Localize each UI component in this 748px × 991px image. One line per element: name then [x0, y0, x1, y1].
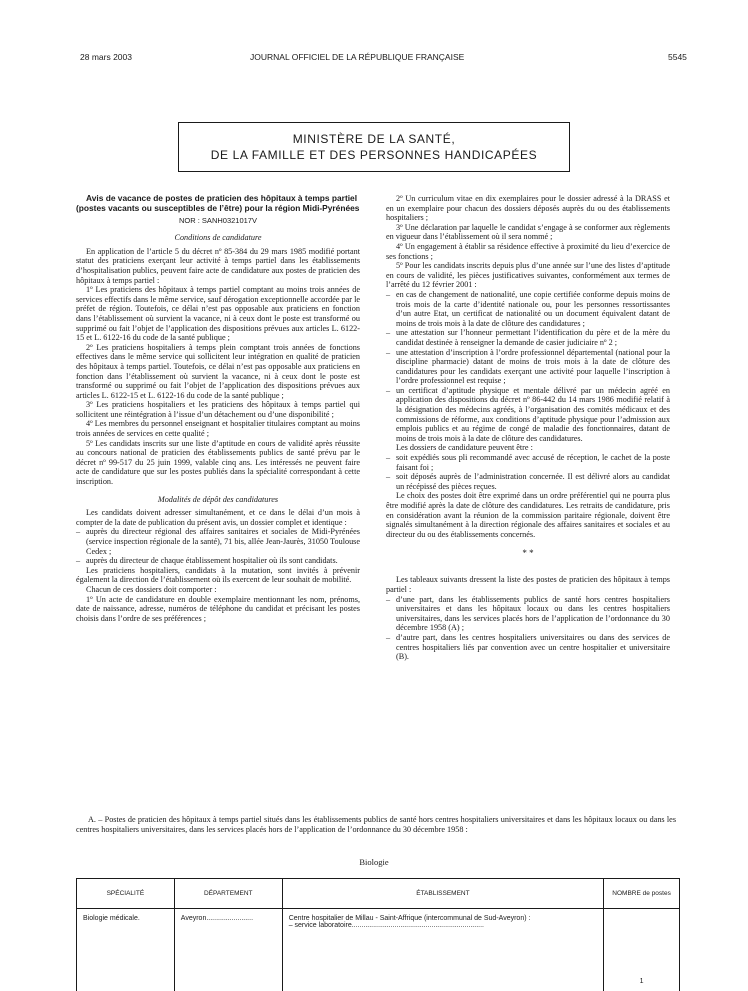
paragraph: Chacun de ces dossiers doit comporter : [76, 585, 360, 595]
paragraph: 1º Un acte de candidature en double exemplaire mentionnant les nom, prénoms, date de naissance, adresse, numéros de téléphone du candidat et précisant les postes choisis dans l’ordre de ses préférences ; [76, 595, 360, 624]
ministry-box [178, 122, 570, 172]
dash-item-text: une attestation sur l’honneur permettant l’identification du père et de la mère du candidat destinée à renseigner la demande de casier judiciaire nº 2 ; [396, 328, 670, 347]
paragraph: Les dossiers de candidature peuvent être : [386, 443, 670, 453]
dash-item: – soit expédiés sous pli recommandé avec accusé de réception, le cachet de la poste faisant foi ; [386, 453, 670, 472]
paragraph: 3º Les praticiens hospitaliers et les praticiens des hôpitaux à temps partiel qui sollicitent une réintégration à l’issue d’un détachement ou d’une disponibilité ; [76, 400, 360, 419]
paragraph: Les candidats doivent adresser simultanément, et ce dans le délai d’un mois à compter de la date de publication du présent avis, un dossier complet et identique : [76, 508, 360, 527]
dash-item: – d’une part, dans les établissements publics de santé hors centres hospitaliers universitaires et dans les hôpitaux locaux ou dans les centres hospitaliers universitaires, dans les services placés hors de l’application de l’ordonnance du 30 décembre 1958 (A) ; [386, 595, 670, 633]
dash-item-text: auprès du directeur régional des affaires sanitaires et sociales de Midi-Pyrénées (service inspection régionale de la santé), 71 bis, allée Jean-Jaurès, 31050 Toulouse Cedex ; [86, 527, 360, 556]
dash-item: – en cas de changement de nationalité, une copie certifiée conforme depuis moins de trois mois de la carte d’identité nationale ou, pour les personnes ressortissantes d’un autre Etat, un certificat de nationalité ou un document équivalent datant de moins de trois mois à la date de clôture des candidatures ; [386, 290, 670, 328]
dash-item: – d’autre part, dans les centres hospitaliers universitaires ou dans des services de centres hospitaliers liés par convention avec un centre hospitalier et universitaire (B). [386, 633, 670, 662]
header-page-number: 5545 [668, 52, 687, 62]
paragraph: 1º Les praticiens des hôpitaux à temps partiel comptant au moins trois années de services effectifs dans le même service, sauf dérogation exceptionnelle accordée par le préfet de région. Toutefois, ce délai n’est pas opposable aux praticiens en fonction dans l’établissement où survient la vacance, ni à ceux dont le poste est transformé ou supprimé ou fait l’objet de l’application des dispositions prévues aux articles L. 6122-15 et L. 6122-16 du code de la santé publique ; [76, 285, 360, 343]
dash-item: – soit déposés auprès de l’administration concernée. Il est délivré alors au candidat un récépissé des pièces reçues. [386, 472, 670, 491]
posts-table [76, 878, 680, 991]
header-departement: DÉPARTEMENT [174, 879, 282, 909]
header-etablissement: ÉTABLISSEMENT [282, 879, 603, 909]
etablissement-line-1: Centre hospitalier de Millau - Saint-Affrique (intercommunal de Sud-Aveyron) : [289, 915, 597, 922]
table-row [77, 909, 680, 991]
paragraph: 5º Pour les candidats inscrits depuis plus d’une année sur l’une des listes d’aptitude en cours de validité, les pièces justificatives suivantes, conformément aux termes de l’arrêté du 12 février 2001 : [386, 261, 670, 290]
notice-title: Avis de vacance de postes de praticien des hôpitaux à temps partiel (postes vacants ou susceptibles de l’être) pour la région Midi-Pyrénées [76, 194, 360, 214]
etablissement-line-2 [289, 922, 597, 929]
paragraph: 2º Les praticiens hospitaliers à temps plein comptant trois années de fonctions effectives dans le même service qui sollicitent leur intégration en qualité de praticien des hôpitaux à temps partiel. Toutefois, ce délai n’est pas opposable aux praticiens en fonction dans l’établissement où survient la vacance, ni à ceux dont le poste est transformé ou supprimé ou fait l’objet de l’application des dispositions prévues aux articles L. 6122-15 et L. 6122-16 du code de la santé publique ; [76, 343, 360, 401]
dash-item-text: soit déposés auprès de l’administration concernée. Il est délivré alors au candidat un récépissé des pièces reçues. [396, 472, 670, 491]
paragraph: 3º Une déclaration par laquelle le candidat s’engage à se conformer aux règlements en vigueur dans l’établissement où il sera nommé ; [386, 223, 670, 242]
cell-etablissement [282, 909, 603, 991]
section-a-paragraph: A. – Postes de praticien des hôpitaux à temps partiel situés dans les établissements publics de santé hors centres hospitaliers universitaires et dans les hôpitaux locaux ou dans les centres hospitaliers universitaires, dans les services placés hors de l’application de l’ordonnance du 30 décembre 1958 : [76, 815, 676, 834]
leader-dots: ........................ [206, 915, 253, 922]
cell-departement [174, 909, 282, 991]
section-heading-conditions: Conditions de candidature [76, 233, 360, 243]
dash-item: – auprès du directeur régional des affaires sanitaires et sociales de Midi-Pyrénées (service inspection régionale de la santé), 71 bis, allée Jean-Jaurès, 31050 Toulouse Cedex ; [76, 527, 360, 556]
nor-reference: NOR : SANH0321017V [76, 216, 360, 226]
paragraph: En application de l’article 5 du décret nº 85-384 du 29 mars 1985 modifié portant statut des praticiens exerçant leur activité à temps partiel dans les établissements d’hospitalisation publics, peuvent faire acte de candidature aux postes de praticien des hôpitaux à temps partiel : [76, 247, 360, 285]
paragraph: 4º Un engagement à établir sa résidence effective à proximité du lieu d’exercice de ses fonctions ; [386, 242, 670, 261]
ministry-line-1: MINISTÈRE DE LA SANTÉ, [179, 131, 569, 147]
cell-nombre: 1 [604, 909, 680, 991]
dash-item-text: soit expédiés sous pli recommandé avec accusé de réception, le cachet de la poste faisant foi ; [396, 453, 670, 472]
dash-item-text: d’une part, dans les établissements publics de santé hors centres hospitaliers universitaires et dans les hôpitaux locaux ou dans les centres hospitaliers universitaires, dans les services placés hors de l’application de l’ordonnance du 30 décembre 1958 (A) ; [396, 595, 670, 633]
paragraph: Les praticiens hospitaliers, candidats à la mutation, sont invités à prévenir également la direction de l’établissement où ils exercent de leur souhait de mobilité. [76, 566, 360, 585]
header-nombre: NOMBRE de postes [604, 879, 680, 909]
cell-departement-text: Aveyron [181, 915, 207, 922]
table-header-row [77, 879, 680, 909]
table-caption: Biologie [0, 857, 748, 867]
dash-item: – une attestation sur l’honneur permettant l’identification du père et de la mère du candidat destinée à renseigner la demande de casier judiciaire nº 2 ; [386, 328, 670, 347]
paragraph: 2º Un curriculum vitae en dix exemplaires pour le dossier adressé à la DRASS et en un exemplaire pour chacun des dossiers déposés auprès du ou des établissements hospitaliers ; [386, 194, 670, 223]
paragraph: Les tableaux suivants dressent la liste des postes de praticien des hôpitaux à temps partiel : [386, 575, 670, 594]
paragraph: 5º Les candidats inscrits sur une liste d’aptitude en cours de validité après réussite au concours national de praticien des établissements publics de santé prévu par le décret nº 99-517 du 25 juin 1999, valable cinq ans. Les intéressés ne peuvent faire acte de candidature que sur les postes publiés dans la spécialité correspondant à cette inscription. [76, 439, 360, 487]
leader-dots: .................................................................... [352, 922, 484, 929]
dash-item-text: en cas de changement de nationalité, une copie certifiée conforme depuis moins de trois mois de la carte d’identité nationale ou, pour les personnes ressortissantes d’un autre Etat, un certificat de nationalité ou un document équivalent datant de moins de trois mois à la date de clôture des candidatures ; [396, 290, 670, 328]
ministry-line-2: DE LA FAMILLE ET DES PERSONNES HANDICAPÉES [179, 147, 569, 163]
paragraph: Le choix des postes doit être exprimé dans un ordre préférentiel qui ne pourra plus être modifié après la date de clôture des candidatures. Les retraits de candidature, pris en considération avant la réunion de la commission paritaire régionale, doivent être signalés simultanément à la direction régionale des affaires sanitaires et sociales et au directeur du ou des établissements concernés. [386, 491, 670, 539]
dash-item-text: une attestation d’inscription à l’ordre professionnel départemental (national pour la discipline pharmacie) datant de moins de trois mois à la date de clôture des candidatures pour les candidats exerçant une activité pour laquelle l’inscription à l’ordre professionnel est requise ; [396, 348, 670, 386]
cell-specialite: Biologie médicale. [77, 909, 175, 991]
etablissement-service: – service laboratoire [289, 922, 352, 929]
header-date: 28 mars 2003 [80, 52, 132, 62]
dash-item: – auprès du directeur de chaque établissement hospitalier où ils sont candidats. [76, 556, 360, 566]
section-separator-stars: * * [386, 549, 670, 557]
left-column [76, 194, 360, 623]
right-column [386, 194, 670, 662]
dash-item: – une attestation d’inscription à l’ordre professionnel départemental (national pour la discipline pharmacie) datant de moins de trois mois à la date de clôture des candidatures pour les candidats exerçant une activité pour laquelle l’inscription à l’ordre professionnel est requise ; [386, 348, 670, 386]
dash-item-text: un certificat d’aptitude physique et mentale délivré par un médecin agréé en application des dispositions du décret nº 86-442 du 14 mars 1986 modifié relatif à la désignation des médecins agréés, à l’organisation des comités médicaux et des commissions de réforme, aux conditions d’aptitude physique pour l’admission aux emplois publics et au régime de congé de maladie des fonctionnaires, datant de moins de trois mois à la date de clôture des candidatures. [396, 386, 670, 444]
dash-item-text: d’autre part, dans les centres hospitaliers universitaires ou dans des services de centres hospitaliers liés par convention avec un centre hospitalier et universitaire (B). [396, 633, 670, 662]
dash-item-text: auprès du directeur de chaque établissement hospitalier où ils sont candidats. [86, 556, 360, 566]
paragraph: 4º Les membres du personnel enseignant et hospitalier titulaires comptant au moins trois années de services en cette qualité ; [76, 419, 360, 438]
dash-item: – un certificat d’aptitude physique et mentale délivré par un médecin agréé en application des dispositions du décret nº 86-442 du 14 mars 1986 modifié relatif à la désignation des médecins agréés, à l’organisation des comités médicaux et des commissions de réforme, aux conditions d’aptitude physique pour l’admission aux emplois publics et au régime de congé de maladie des fonctionnaires, datant de moins de trois mois à la date de clôture des candidatures. [386, 386, 670, 444]
header-specialite: SPÉCIALITÉ [77, 879, 175, 909]
section-heading-modalites: Modalités de dépôt des candidatures [76, 495, 360, 505]
header-journal: JOURNAL OFFICIEL DE LA RÉPUBLIQUE FRANÇAISE [250, 52, 464, 62]
